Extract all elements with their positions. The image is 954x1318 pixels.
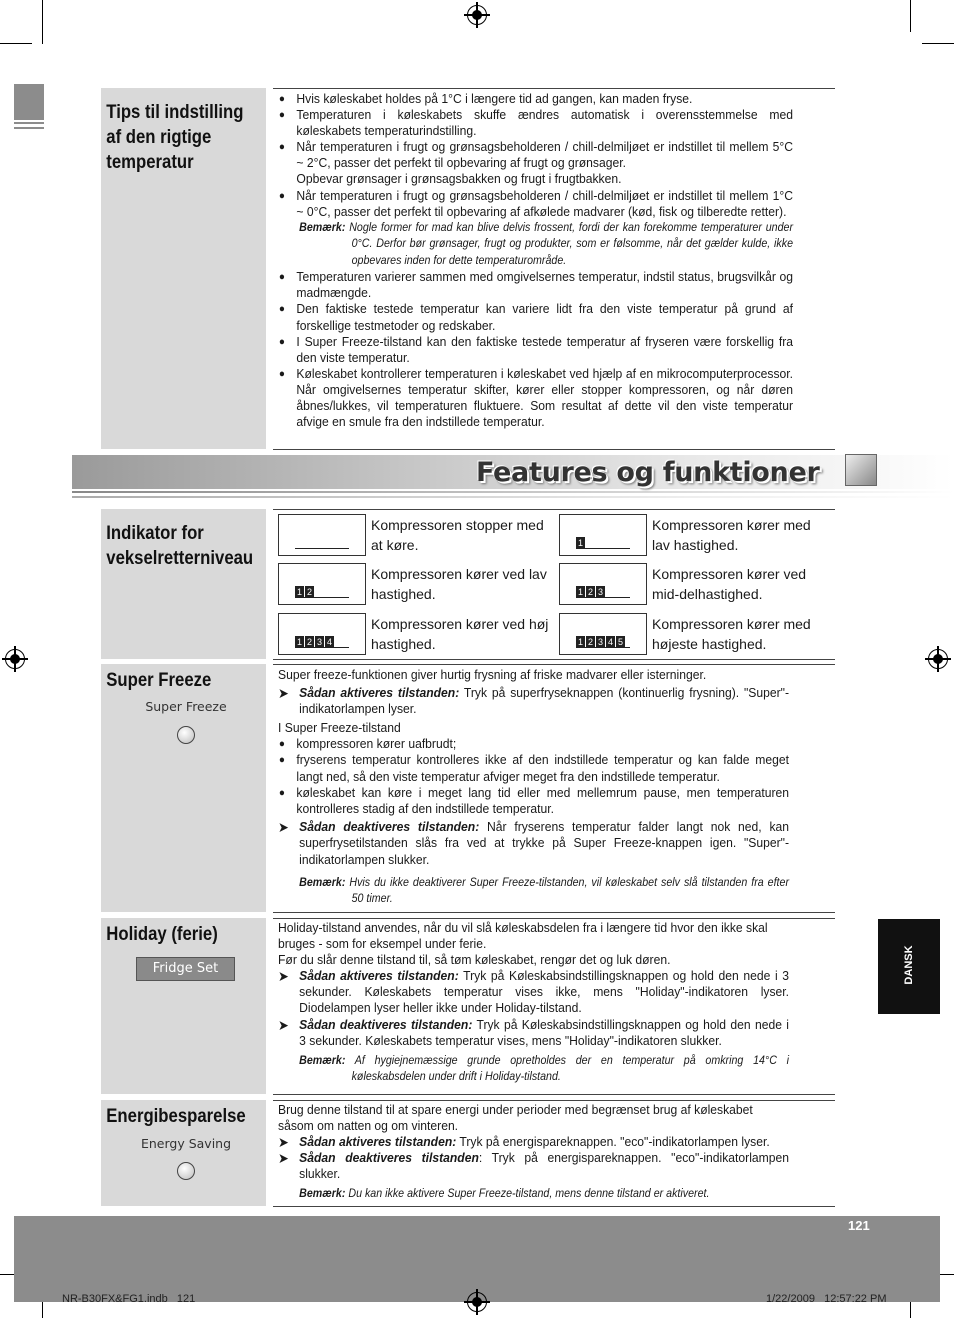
holiday-content: Holiday-tilstand anvendes, når du vil slå køleskabsdelen fra i længere tid hvor den ikke skal bruges - som for eksempel under ferie. Før du slår denne tilstand til, så tøm køleskabet, rengør det og luk døren. ➤ Sådan aktiveres tilstanden: Tryk på Køleskabsindstillingsknappen og hold den nede i 3 sekunder. Køleskabets temperatur vises ikke, mens "Holiday"-indikatoren lyser. Diodelampen lyser heller ikke under Holiday-tilstand. ➤ Sådan deaktiveres tilstanden: Tryk på Køleskabsindstillingsknappen og hold den nede i 3 sekunder. Køleskabets temperatur vises, mens "Holiday"-indikatoren slukker. Bemærk: Af hygiejnemæssige grunde opretholdes der en temperatur på omkring 14°C i køleskabsdelen under drift i Holiday-tilstand. (278, 920, 789, 1086)
tips-note: Bemærk: Nogle former for mad kan blive delvis frossent, fordi der kan forekomme temperaturer under 0°C. Derfor bør grønsager, frugt og produkter, som er følsomme, når det gælder kulde, ikke opbevares inden for dette temperaturområde. (299, 220, 794, 267)
indicator-level-0 (278, 514, 366, 556)
registration-mark-bottom (467, 1292, 487, 1312)
indicator-text: Kompressoren kører ved lav hastighed. (371, 566, 547, 602)
energy-sidebar (101, 1100, 266, 1206)
energy-saving-button[interactable] (177, 1162, 195, 1180)
indicator-level-1: 1 (559, 514, 647, 556)
tips-bullet: ● Når temperaturen i frugt og grønsagsbeholderen / chill-delmiljøet er indstillet til mellem 5°C ~ 2°C, passer det perfekt til opbevaring af frugt og grønsager. Opbevar grønsager i grønsagsbakken og frugt i frugtbakken. (278, 139, 793, 187)
indicator-text: Kompressoren kører med højeste hastighed. (652, 616, 811, 652)
registration-mark-right (928, 649, 948, 669)
superfreeze-content: Super freeze-funktionen giver hurtig frysning af friske madvarer eller isterninger. ➤ Sådan aktiveres tilstanden: Tryk på superfryseknappen (kontinuerlig frysning). "Super"-indikatorlampen lyser. I Super Freeze-tilstand ● kompressoren kører uafbrudt; ● fryserens temperatur kontrolleres ikke af den indstillede temperatur og kan falde meget langt ned, så den viste temperatur afviger meget fra den indstillede temperatur. ● køleskabet kan køre i meget lang tid eller med mellemrum pause, men temperaturen kontrolleres stadig af den indstillede temperatur. ➤ Sådan deaktiveres tilstanden: Når fryserens temperatur falder langt nok ned, kan superfrysetilstanden slås fra ved at trykke på Super Freeze-knappen igen. "Super"-indikatorlampen slukker. Bemærk: Hvis du ikke deaktiverer Super Freeze-tilstanden, vil køleskabet selv slå tilstanden fra efter 50 timer. (278, 667, 789, 908)
banner-square-icon (845, 454, 877, 486)
registration-mark-top (467, 5, 487, 25)
superfreeze-button[interactable] (177, 726, 195, 744)
indicator-level-3: 1 2 3 (559, 563, 647, 605)
tips-bullet: ● Temperaturen i køleskabets skuffe ændres automatisk i overensstemmelse med køleskabets temperaturindstilling. (278, 107, 793, 139)
superfreeze-button-label: Super Freeze (145, 699, 227, 714)
tips-heading: Tips til indstilling af den rigtige temperatur (106, 102, 244, 173)
tips-bullet: ● Når temperaturen i frugt og grønsagsbeholderen / chill-delmiljøet er indstillet til mellem 1°C ~ 0°C, passer det perfekt til opbevaring af afkølede madvarer (kød, fisk og tilberedte retter). (278, 188, 793, 220)
indicator-level-4: 1 2 3 4 (278, 613, 366, 655)
superfreeze-heading: Super Freeze (106, 670, 212, 691)
fridge-set-button[interactable]: Fridge Set (136, 957, 235, 981)
energy-button-label: Energy Saving (140, 1136, 232, 1151)
holiday-sidebar (101, 918, 266, 1094)
holiday-heading: Holiday (ferie) (106, 924, 218, 945)
indicator-text: Kompressoren kører ved mid-delhastighed. (652, 566, 807, 602)
footer-timestamp: 1/22/2009 12:57:22 PM (766, 1293, 887, 1305)
indicator-sidebar (101, 509, 266, 659)
page-number: 121 (848, 1218, 870, 1233)
indicator-text: Kompressoren kører med lav hastighed. (652, 517, 811, 553)
tips-content (278, 91, 793, 430)
indicator-text: Kompressoren stopper med at køre. (371, 517, 544, 553)
tips-bullet: ● Den faktiske testede temperatur kan variere lidt fra den viste temperatur på grund af forskellige testmetoder og redskaber. (278, 301, 793, 333)
indicator-heading: Indikator for vekselretterniveau (106, 523, 254, 569)
tips-bullet: ● I Super Freeze-tilstand kan den faktiske testede temperatur af fryseren være forskellig fra den viste temperatur. (278, 334, 793, 366)
language-tab-label: DANSK (903, 945, 915, 985)
language-tab (878, 919, 940, 1014)
tips-bullet: ● Hvis køleskabet holdes på 1°C i længere tid ad gangen, kan maden fryse. (278, 91, 793, 107)
registration-mark-left (5, 649, 25, 669)
tips-sidebar (101, 88, 266, 449)
section-marker (14, 84, 44, 120)
tips-bullet: ● Køleskabet kontrollerer temperaturen i køleskabet ved hjælp af en mikrocomputerprocessor. Når omgivelsernes temperatur skifter, kører eller stopper kompressoren, og når døren åbnes/lukkes, vil temperaturen fluktuere. Som resultat af dette vil den viste temperatur afvige en smule fra den indstillede temperatur. (278, 366, 793, 430)
indicator-text: Kompressoren kører ved høj hastighed. (371, 616, 549, 652)
indicator-level-5: 1 2 3 4 5 (559, 613, 647, 655)
energy-heading: Energibesparelse (106, 1106, 246, 1127)
indicator-level-2: 1 2 (278, 563, 366, 605)
energy-content: Brug denne tilstand til at spare energi under perioder med begrænset brug af køleskabet såsom om natten og om vinteren. ➤ Sådan aktiveres tilstanden: Tryk på energispareknappen. "eco"-indikatorlampen lyser. ➤ Sådan deaktiveres tilstanden: Tryk på energispareknappen. "eco"-indikatorlampen slukker. Bemærk: Du kan ikke aktivere Super Freeze-tilstand, mens denne tilstand er aktiveret. (278, 1102, 789, 1203)
tips-bullet: ● Temperaturen varierer sammen med omgivelsernes temperatur, indstil status, brugsvilkår og madmængde. (278, 269, 793, 301)
footer-file: NR-B30FX&FG1.indb 121 (62, 1293, 196, 1305)
banner-title: Features og funktioner (476, 457, 820, 488)
superfreeze-sidebar (101, 664, 266, 912)
